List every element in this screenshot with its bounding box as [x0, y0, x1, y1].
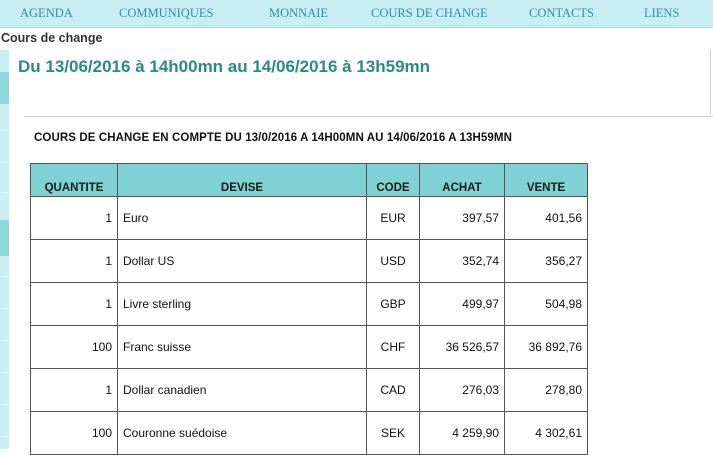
top-navigation — [0, 0, 713, 28]
nav-liens[interactable]: LIENS — [644, 6, 680, 20]
title-divider — [24, 116, 713, 117]
cell-vente: 4 302,61 — [505, 412, 588, 455]
cell-achat: 276,03 — [420, 369, 505, 412]
table-row — [31, 369, 588, 412]
cell-vente: 401,56 — [505, 197, 588, 240]
right-divider — [710, 50, 711, 114]
cell-achat: 4 259,90 — [420, 412, 505, 455]
cell-devise: Livre sterling — [118, 283, 367, 326]
nav-communiques[interactable]: COMMUNIQUES — [119, 6, 214, 20]
column-header-code: CODE — [367, 164, 420, 197]
left-decorative-strip — [0, 50, 9, 449]
cell-code: GBP — [367, 283, 420, 326]
cell-devise: Dollar canadien — [118, 369, 367, 412]
cell-code: CHF — [367, 326, 420, 369]
cell-vente: 278,80 — [505, 369, 588, 412]
column-header-devise: DEVISE — [118, 164, 367, 197]
cell-vente: 36 892,76 — [505, 326, 588, 369]
cell-achat: 397,57 — [420, 197, 505, 240]
cell-code: USD — [367, 240, 420, 283]
cell-achat: 352,74 — [420, 240, 505, 283]
table-row — [31, 197, 588, 240]
table-row — [31, 283, 588, 326]
nav-contacts[interactable]: CONTACTS — [529, 6, 594, 20]
table-header-row — [31, 164, 588, 197]
exchange-rates-table — [30, 163, 588, 455]
breadcrumb: Cours de change — [1, 31, 103, 45]
column-header-quantite: QUANTITE — [31, 164, 118, 197]
cell-vente: 504,98 — [505, 283, 588, 326]
cell-achat: 499,97 — [420, 283, 505, 326]
column-header-achat: ACHAT — [420, 164, 505, 197]
table-title: COURS DE CHANGE EN COMPTE DU 13/0/2016 A 14H00MN AU 14/06/2016 A 13H59MN — [34, 132, 513, 144]
cell-devise: Euro — [118, 197, 367, 240]
nav-agenda[interactable]: AGENDA — [20, 6, 73, 20]
cell-quantite: 100 — [31, 326, 118, 369]
cell-code: EUR — [367, 197, 420, 240]
cell-quantite: 1 — [31, 197, 118, 240]
nav-cours-de-change[interactable]: COURS DE CHANGE — [371, 6, 488, 20]
cell-quantite: 1 — [31, 283, 118, 326]
cell-quantite: 1 — [31, 240, 118, 283]
table-row — [31, 326, 588, 369]
cell-vente: 356,27 — [505, 240, 588, 283]
nav-monnaie[interactable]: MONNAIE — [269, 6, 329, 20]
table-row — [31, 240, 588, 283]
cell-devise: Dollar US — [118, 240, 367, 283]
column-header-vente: VENTE — [505, 164, 588, 197]
cell-achat: 36 526,57 — [420, 326, 505, 369]
cell-quantite: 1 — [31, 369, 118, 412]
table-row — [31, 412, 588, 455]
cell-code: CAD — [367, 369, 420, 412]
cell-devise: Franc suisse — [118, 326, 367, 369]
cell-code: SEK — [367, 412, 420, 455]
cell-quantite: 100 — [31, 412, 118, 455]
cell-devise: Couronne suédoise — [118, 412, 367, 455]
page-title: Du 13/06/2016 à 14h00mn au 14/06/2016 à 13h59mn — [18, 57, 431, 76]
